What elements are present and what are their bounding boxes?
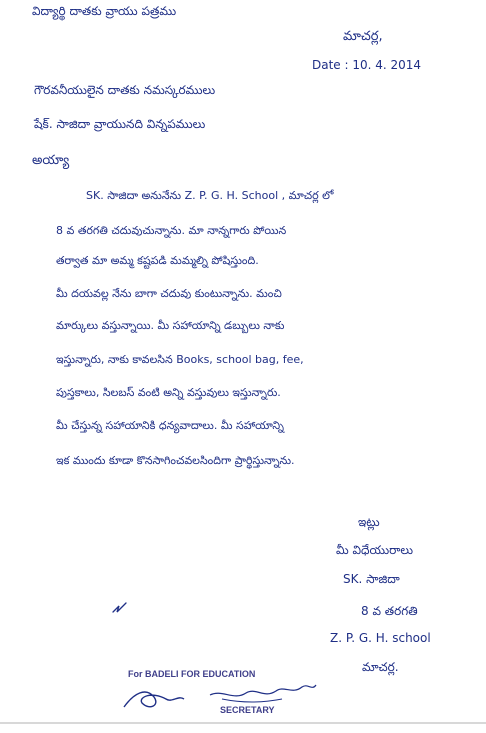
body-line: 8 వ తరగతి చదువుచున్నాను. మా నాన్నగారు పోయిన [56,224,287,237]
closing-line: Z. P. G. H. school [330,631,431,645]
body-line: తర్వాత మా అమ్మ కష్టపడి మమ్మల్ని పోషిస్తుంది. [56,254,259,267]
body-line: ఇక ముందు కూడా కొనసాగించవలసిందిగా ప్రార్థిస్తున్నాను. [56,454,295,467]
tick-mark [110,598,130,618]
body-line: మీ చేస్తున్న సహాయానికి ధన్యవాదాలు. మీ సహాయాన్ని [56,419,284,432]
body-line: మార్కులు వస్తున్నాయి. మీ సహాయాన్ని డబ్బులు నాకు [56,319,285,332]
closing-line: మాచర్ల. [362,660,399,674]
stamp-line-1: For BADELI FOR EDUCATION [128,669,256,679]
body-line: మీ దయవల్ల నేను బాగా చదువు కుంటున్నాను. మంచి [56,287,282,300]
closing-line: మీ విధేయురాలు [336,543,414,557]
salutation-line-2: షేక్. సాజిదా వ్రాయునది విన్నపములు [34,117,206,131]
body-line: ఇస్తున్నారు, నాకు కావలసిన Books, school bag, fee, [56,353,304,366]
closing-line: 8 వ తరగతి [361,604,418,618]
letter-title: విద్యార్థి దాతకు వ్రాయు పత్రము [32,4,177,18]
bottom-divider [0,722,486,724]
body-line: SK. సాజిదా అనునేను Z. P. G. H. School , మాచర్ల లో [86,189,334,202]
stamp-line-2: SECRETARY [220,705,275,715]
signature-image [112,673,322,715]
date-line: Date : 10. 4. 2014 [312,58,422,72]
greeting: అయ్యా [32,153,70,168]
salutation-line-1: గౌరవనీయులైన దాతకు నమస్కరములు [34,83,216,97]
body-line: పుస్తకాలు, సిలబస్ వంటి అన్ని వస్తువులు ఇస్తున్నారు. [56,386,281,399]
closing-line: ఇట్లు [358,515,380,529]
closing-line: SK. సాజిదా [343,572,400,586]
place-line: మాచర్ల, [343,29,383,44]
